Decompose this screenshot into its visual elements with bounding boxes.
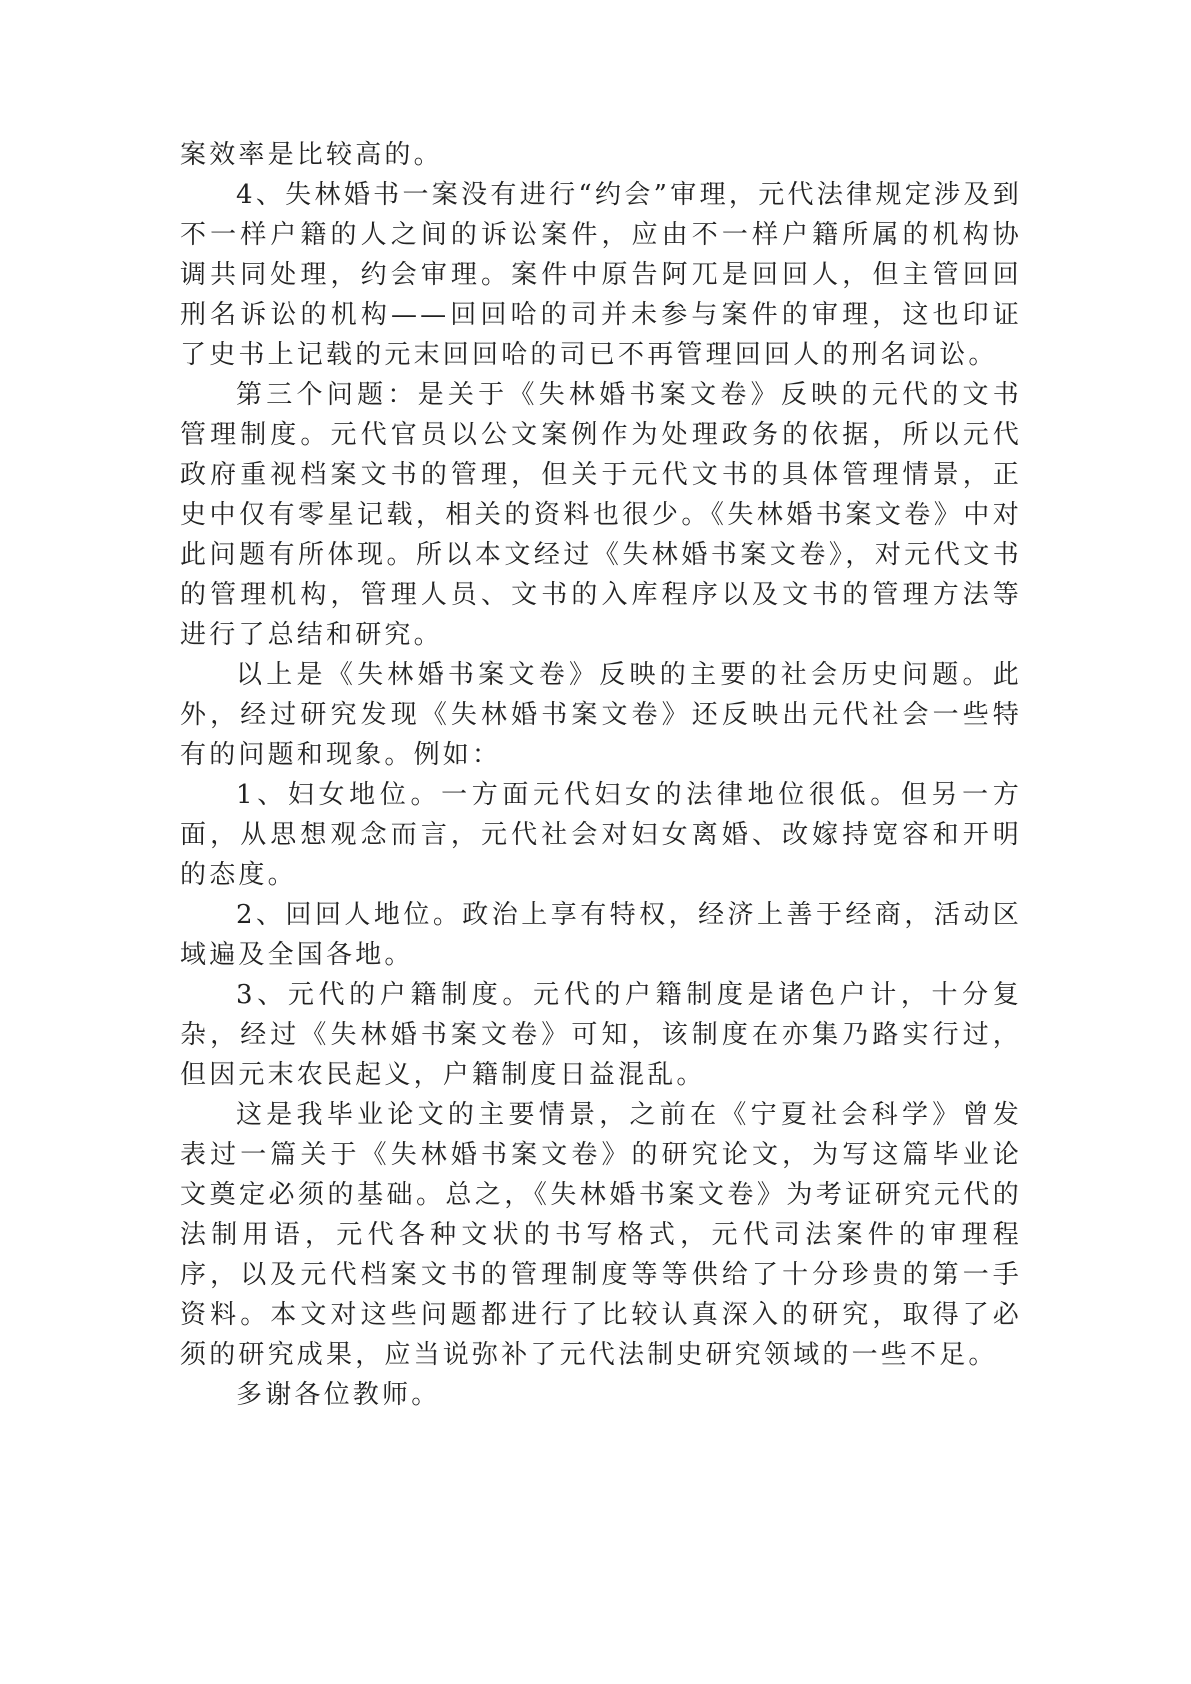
paragraph-point-4: 4、失林婚书一案没有进行“约会”审理，元代法律规定涉及到不一样户籍的人之间的诉讼案件，应由不一样户籍所属的机构协调共同处理，约会审理。案件中原告阿兀是回回人，但主管回回刑名诉讼的机构——回回哈的司并未参与案件的审理，这也印证了史书上记载的元末回回哈的司已不再管理回回人的刑名词讼。 [180,180,1022,370]
paragraph-household-system: 3、元代的户籍制度。元代的户籍制度是诸色户计，十分复杂，经过《失林婚书案文卷》可知，该制度在亦集乃路实行过，但因元末农民起义，户籍制度日益混乱。 [180,980,1022,1090]
paragraph-thanks: 多谢各位教师。 [236,1380,441,1410]
paragraph-continuation: 案效率是比较高的。 [180,140,443,170]
paragraph-huihui-status: 2、回回人地位。政治上享有特权，经济上善于经商，活动区域遍及全国各地。 [180,900,1022,970]
paragraph-conclusion: 这是我毕业论文的主要情景，之前在《宁夏社会科学》曾发表过一篇关于《失林婚书案文卷》的研究论文，为写这篇毕业论文奠定必须的基础。总之，《失林婚书案文卷》为考证研究元代的法制用语，元代各种文状的书写格式，元代司法案件的审理程序，以及元代档案文书的管理制度等等供给了十分珍贵的第一手资料。本文对这些问题都进行了比较认真深入的研究，取得了必须的研究成果，应当说弥补了元代法制史研究领域的一些不足。 [180,1100,1022,1370]
paragraph-women-status: 1、妇女地位。一方面元代妇女的法律地位很低。但另一方面，从思想观念而言，元代社会对妇女离婚、改嫁持宽容和开明的态度。 [180,780,1022,890]
paragraph-summary: 以上是《失林婚书案文卷》反映的主要的社会历史问题。此外，经过研究发现《失林婚书案文卷》还反映出元代社会一些特有的问题和现象。例如： [180,660,1022,770]
paragraph-third-question: 第三个问题：是关于《失林婚书案文卷》反映的元代的文书管理制度。元代官员以公文案例作为处理政务的依据，所以元代政府重视档案文书的管理，但关于元代文书的具体管理情景，正史中仅有零星记载，相关的资料也很少。《失林婚书案文卷》中对此问题有所体现。所以本文经过《失林婚书案文卷》，对元代文书的管理机构，管理人员、文书的入库程序以及文书的管理方法等进行了总结和研究。 [180,380,1022,650]
document-body [180,135,1022,1415]
